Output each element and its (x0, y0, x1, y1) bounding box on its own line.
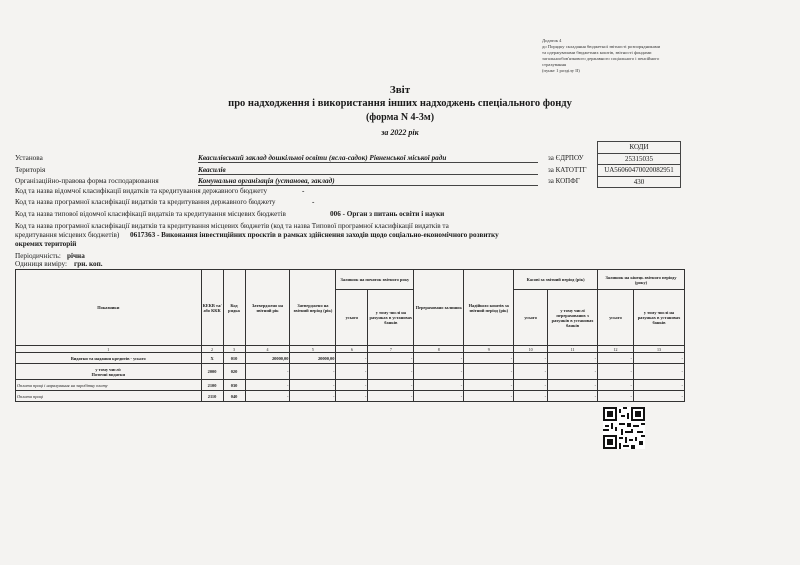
table-row (16, 353, 685, 364)
row-code: 020 (223, 364, 245, 380)
annex-line: страхування (542, 62, 567, 67)
cell: - (633, 391, 684, 402)
unit-value: грн. коп. (74, 260, 103, 268)
cell: - (464, 364, 514, 380)
row-code: 030 (223, 380, 245, 391)
row-name: Видатки та надання кредитів - усього (16, 353, 202, 364)
cell: - (245, 391, 290, 402)
cell: - (548, 391, 598, 402)
cell: - (464, 353, 514, 364)
prog-local-value: 0617363 - Виконання інвестиційних проєктів в рамках здійснення заходів щодо соціально-економічного розвитку (130, 231, 499, 239)
cell: - (414, 380, 464, 391)
row-name-main: Поточні видатки (91, 371, 126, 377)
report-subtitle: про надходження і використання інших надходжень спеціального фонду (228, 98, 572, 109)
col-number: 9 (464, 346, 514, 353)
col-balance-start: Залишок на початок звітного року (336, 270, 414, 290)
row-code: 040 (223, 391, 245, 402)
col-number: 7 (368, 346, 414, 353)
annex-line: та одержувачами бюджетних коштів, звітності фондами (542, 50, 652, 55)
legal-form-label: Організаційно-правова форма господарювання (15, 177, 159, 185)
annex-line: загальнообов'язкового державного соціального і пенсійного (542, 56, 660, 61)
dept-local-value: 006 - Орган з питань освіти і науки (330, 210, 445, 218)
kopfg-label: за КОПФГ (548, 177, 580, 185)
kopfg-value: 430 (598, 176, 681, 188)
cell: - (464, 391, 514, 402)
row-name-prefix: у тому числі: (95, 366, 122, 372)
row-name: Оплата праці (16, 391, 202, 402)
territory-value: Квасилів (198, 166, 538, 175)
periodicity-label: Періодичність: (15, 252, 61, 260)
territory-label: Територія (15, 166, 46, 174)
annex-line: (пункт 1 розділу II) (542, 68, 580, 73)
row-code: 010 (223, 353, 245, 364)
cell: - (245, 364, 290, 380)
report-title: Звіт (389, 84, 411, 96)
cell: 20000,00 (245, 353, 290, 364)
col-incl-deposits: у тому числі на рахунках в установах банків (368, 290, 414, 346)
col-transferred: Перераховано залишок (414, 270, 464, 346)
cell: - (414, 353, 464, 364)
cell: - (464, 380, 514, 391)
legal-form-value: Комунальна організація (установа, заклад) (198, 177, 538, 186)
cell: - (414, 391, 464, 402)
cell: - (336, 380, 368, 391)
institution-value: Квасилівський заклад дошкільної освіти (ясла-садок) Рівненської міської ради (198, 154, 538, 163)
row-name (16, 364, 202, 380)
col-number: 10 (514, 346, 548, 353)
col-approved-period: Затверджено на звітний період (рік) (290, 270, 336, 346)
cell: - (368, 353, 414, 364)
col-number: 13 (633, 346, 684, 353)
col-number: 2 (201, 346, 223, 353)
table-row (16, 380, 685, 391)
col-total: усього (336, 290, 368, 346)
prog-local-label: Код та назва програмної класифікації видатків та кредитування місцевих бюджетів (код та назва Типової програмної класифікації видатків та (15, 222, 449, 230)
prog-local-value-cont: окремих територій (15, 240, 77, 248)
cell: - (598, 391, 634, 402)
col-number: 1 (16, 346, 202, 353)
institution-label: Установа (15, 154, 43, 162)
col-total: усього (598, 290, 634, 346)
col-approved-year: Затверджено на звітний рік (245, 270, 290, 346)
cell: - (290, 364, 336, 380)
katottg-label: за КАТОТТГ (548, 166, 587, 174)
cell: - (245, 380, 290, 391)
cell: - (290, 380, 336, 391)
cell: - (548, 353, 598, 364)
col-balance-end: Залишок на кінець звітного періоду (року) (598, 270, 685, 290)
periodicity-value: річна (67, 252, 85, 260)
row-kekv: 2100 (201, 380, 223, 391)
edrpou-label: за ЄДРПОУ (548, 154, 584, 162)
cell: - (336, 364, 368, 380)
cell: - (336, 353, 368, 364)
col-number: 8 (414, 346, 464, 353)
col-kekv: КЕКВ та/або ККК (201, 270, 223, 346)
col-incl-banks: у тому числі на рахунках в установах банків (633, 290, 684, 346)
codes-header: КОДИ (598, 142, 681, 154)
col-number: 3 (223, 346, 245, 353)
col-number: 11 (548, 346, 598, 353)
qr-code-icon (603, 407, 645, 449)
col-total: усього (514, 290, 548, 346)
cell: - (633, 380, 684, 391)
col-cash-spent: Касові за звітний період (рік) (514, 270, 598, 290)
cell: - (368, 380, 414, 391)
col-number: 4 (245, 346, 290, 353)
row-kekv: 2000 (201, 364, 223, 380)
cell: - (598, 364, 634, 380)
katottg-value: UA56060470020082951 (598, 165, 681, 177)
dept-state-value: - (302, 187, 305, 195)
report-form: (форма N 4-3м) (365, 112, 435, 123)
report-period: за 2022 рік (381, 128, 419, 137)
cell: - (598, 353, 634, 364)
annex-note (542, 38, 692, 74)
codes-table (597, 141, 681, 188)
col-number: 12 (598, 346, 634, 353)
cell: - (290, 391, 336, 402)
cell: - (368, 391, 414, 402)
dept-state-label: Код та назва відомчої класифікації видатків та кредитування державного бюджету (15, 187, 268, 195)
col-incl-paid: у тому числі перерахованих з рахунків в установах банків (548, 290, 598, 346)
cell: - (548, 364, 598, 380)
cell: - (514, 353, 548, 364)
prog-state-value: - (312, 198, 315, 206)
dept-local-label: Код та назва типової відомчої класифікації видатків та кредитування місцевих бюджетів (15, 210, 286, 218)
cell: - (514, 391, 548, 402)
prog-state-label: Код та назва програмної класифікації видатків та кредитування державного бюджету (15, 198, 276, 206)
col-indicators: Показники (16, 270, 202, 346)
row-name: Оплата праці і нарахування на заробітну плату (16, 380, 202, 391)
cell: - (598, 380, 634, 391)
row-kekv: 2110 (201, 391, 223, 402)
col-number: 5 (290, 346, 336, 353)
cell: - (548, 380, 598, 391)
cell: - (514, 380, 548, 391)
cell: - (368, 364, 414, 380)
row-kekv: X (201, 353, 223, 364)
cell: - (514, 364, 548, 380)
table-row (16, 364, 685, 380)
cell: - (336, 391, 368, 402)
col-code: Код рядка (223, 270, 245, 346)
edrpou-value: 25315035 (598, 153, 681, 165)
col-number: 6 (336, 346, 368, 353)
col-received: Надійшло коштів за звітний період (рік) (464, 270, 514, 346)
report-table (15, 269, 685, 402)
prog-local-label-cont: кредитування місцевих бюджетів) (15, 231, 120, 239)
annex-line: до Порядку складання бюджетної звітності розпорядниками (542, 44, 661, 49)
annex-line: Додаток 4 (542, 38, 562, 43)
cell: 20000,00 (290, 353, 336, 364)
cell: - (414, 364, 464, 380)
unit-label: Одиниця виміру: (15, 260, 68, 268)
table-row (16, 391, 685, 402)
cell: - (633, 364, 684, 380)
cell: - (633, 353, 684, 364)
